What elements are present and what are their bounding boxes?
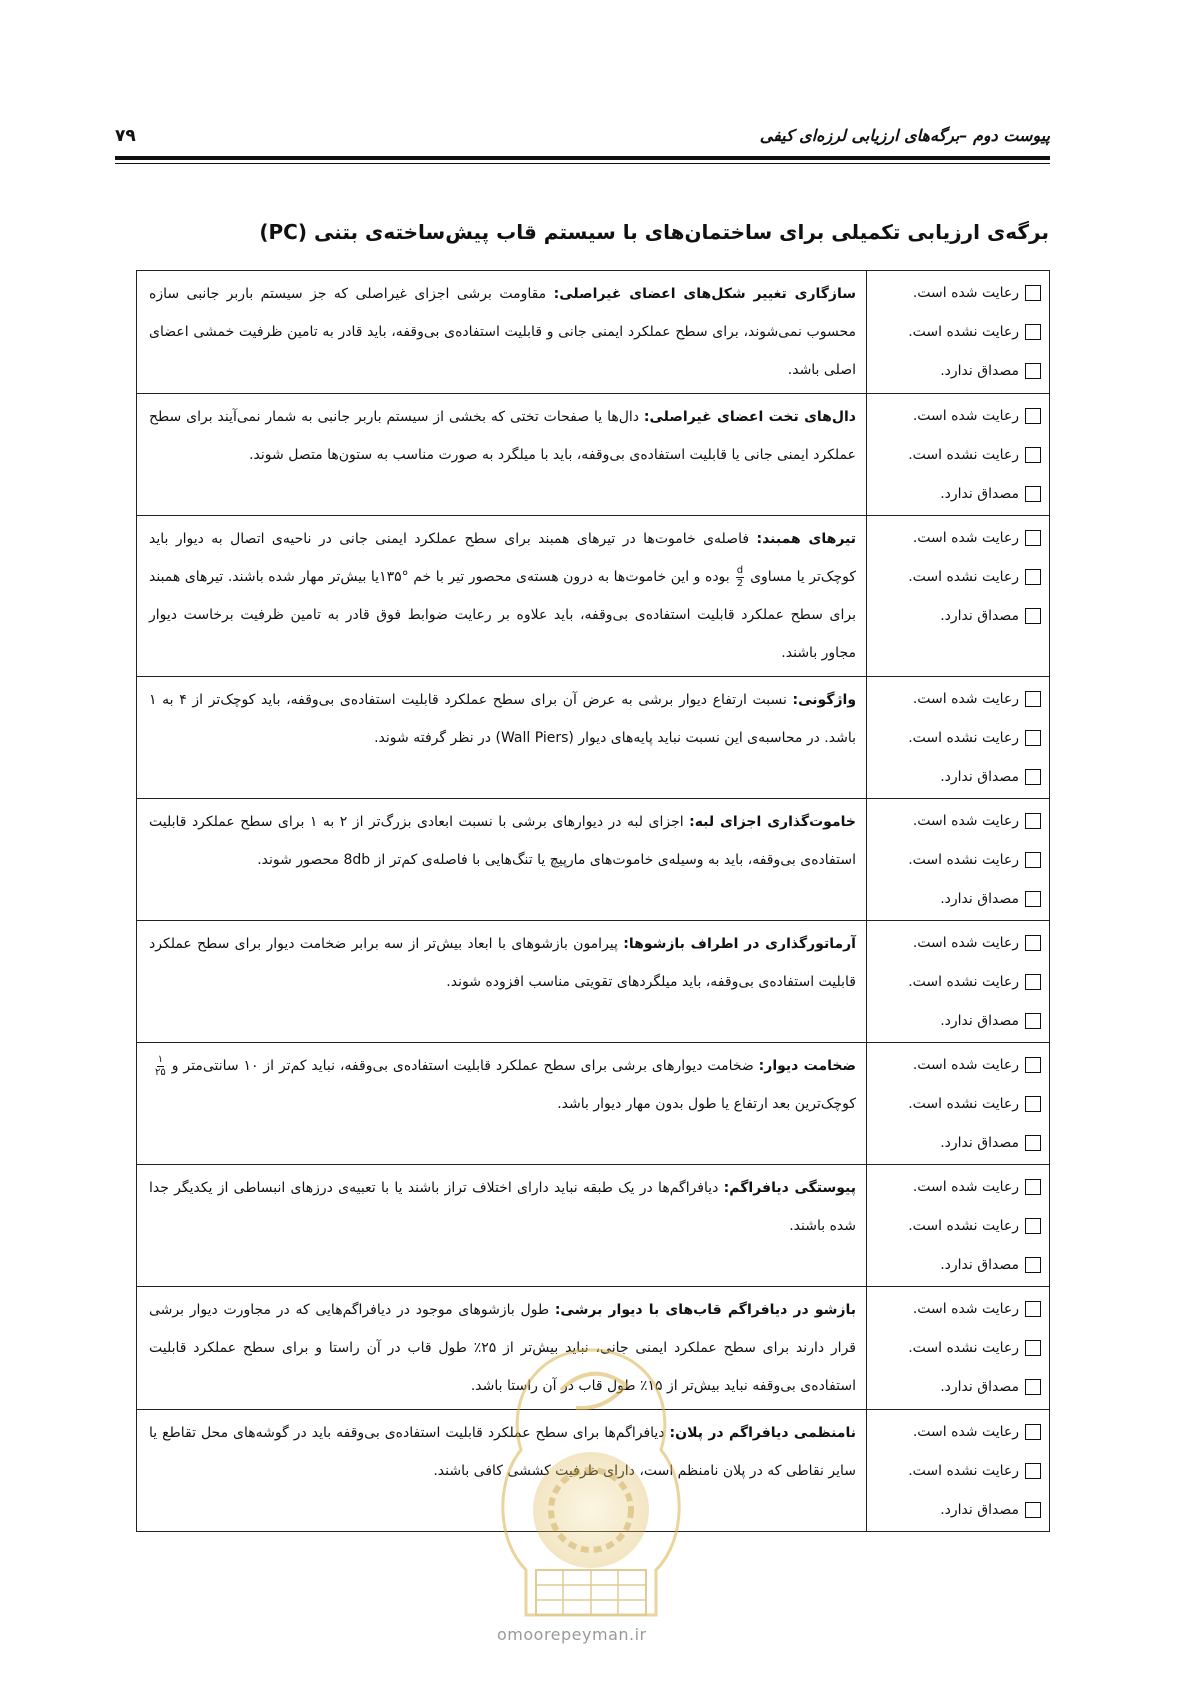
option-label: رعایت شده است. (912, 407, 1019, 424)
criterion-body: اجزای لبه در دیوارهای برشی با نسبت ابعادی بزرگ‌تر از ۲ به ۱ برای سطح عملکرد قابلیت استفاده‌ی بی‌وقفه، باید به وسیله‌ی خاموت‌های مارپیچ یا تنگ‌هایی با فاصله‌ی کم‌تر از 8db محصور شوند. (149, 814, 856, 868)
option-label: رعایت نشده است. (908, 973, 1019, 990)
option-not-applicable[interactable] (871, 596, 1041, 635)
option-label: مصداق ندارد. (940, 1012, 1019, 1029)
criterion-term: نامنظمی دیافراگم در پلان: (669, 1425, 856, 1441)
option-label: مصداق ندارد. (940, 607, 1019, 624)
checkbox[interactable] (1025, 852, 1041, 868)
option-complied[interactable] (871, 273, 1041, 312)
option-label: رعایت شده است. (912, 284, 1019, 301)
option-not-applicable[interactable] (871, 757, 1041, 796)
checklist-row (137, 1043, 1050, 1165)
checkbox[interactable] (1025, 1301, 1041, 1317)
option-label: رعایت نشده است. (908, 851, 1019, 868)
criterion-text (137, 516, 867, 677)
option-complied[interactable] (871, 801, 1041, 840)
option-complied[interactable] (871, 518, 1041, 557)
checkbox[interactable] (1025, 935, 1041, 951)
option-not-applicable[interactable] (871, 351, 1041, 390)
status-cell (867, 677, 1050, 799)
criterion-text (137, 1165, 867, 1287)
option-label: مصداق ندارد. (940, 890, 1019, 907)
watermark-logo (466, 1330, 716, 1650)
option-not-complied[interactable] (871, 1451, 1041, 1490)
checkbox[interactable] (1025, 813, 1041, 829)
option-label: رعایت شده است. (912, 1423, 1019, 1440)
checkbox[interactable] (1025, 974, 1041, 990)
criterion-body: دیافراگم‌ها در یک طبقه نباید دارای اختلاف تراز باشند یا با تعبیه‌ی درزهای انبساطی از یکدیگر جدا شده باشند. (149, 1180, 856, 1234)
criterion-text (137, 921, 867, 1043)
option-not-complied[interactable] (871, 557, 1041, 596)
checklist-row (137, 921, 1050, 1043)
option-label: رعایت شده است. (912, 934, 1019, 951)
criterion-body-continued: بوده و این خاموت‌ها به درون هسته‌ی محصور تیر با خم °۱۳۵یا بیش‌تر مهار شده باشند. تیرهای همبند برای سطح عملکرد قابلیت استفاده‌ی بی‌وقفه، باید علاوه بر رعایت ضوابط فوق قادر به تامین ظرفیت برخاست دیوار مجاور باشند. (149, 569, 856, 661)
criterion-body: دیافراگم‌ها برای سطح عملکرد قابلیت استفاده‌ی بی‌وقفه باید در گوشه‌های محل تقاطع یا سایر نقاطی که در پلان نامنظم است، دارای ظرفیت کششی کافی باشند. (149, 1425, 856, 1479)
checkbox[interactable] (1025, 1379, 1041, 1395)
page-header (115, 126, 1050, 154)
option-not-complied[interactable] (871, 312, 1041, 351)
option-complied[interactable] (871, 1045, 1041, 1084)
option-label: رعایت نشده است. (908, 1462, 1019, 1479)
option-label: رعایت نشده است. (908, 1095, 1019, 1112)
checkbox[interactable] (1025, 891, 1041, 907)
status-cell (867, 1410, 1050, 1532)
option-not-applicable[interactable] (871, 1245, 1041, 1284)
checkbox[interactable] (1025, 285, 1041, 301)
option-label: رعایت نشده است. (908, 568, 1019, 585)
watermark-site: omoorepeyman.ir (497, 1625, 647, 1644)
option-label: رعایت نشده است. (908, 323, 1019, 340)
checklist-row (137, 677, 1050, 799)
status-cell (867, 394, 1050, 516)
option-label: مصداق ندارد. (940, 1134, 1019, 1151)
criterion-term: سازگاری تغییر شکل‌های اعضای غیراصلی: (553, 286, 857, 302)
document-title: برگه‌ی ارزیابی تکمیلی برای ساختمان‌های با سیستم قاب پیش‌ساخته‌ی بتنی (PC) (259, 220, 1049, 244)
header-title: پیوست دوم –برگه‌های ارزیابی لرزه‌ای کیفی (759, 126, 1050, 145)
checkbox[interactable] (1025, 1218, 1041, 1234)
option-not-applicable[interactable] (871, 1123, 1041, 1162)
criterion-text (137, 394, 867, 516)
checkbox[interactable] (1025, 408, 1041, 424)
option-complied[interactable] (871, 1289, 1041, 1328)
status-cell (867, 799, 1050, 921)
checkbox[interactable] (1025, 1502, 1041, 1518)
criterion-body: نسبت ارتفاع دیوار برشی به عرض آن برای سطح عملکرد قابلیت استفاده‌ی بی‌وقفه، باید کوچک‌تر از ۴ به ۱ باشد. در محاسبه‌ی این نسبت نباید پایه‌های دیوار (Wall Piers) در نظر گرفته شوند. (149, 692, 856, 746)
checkbox[interactable] (1025, 1463, 1041, 1479)
criterion-body: ضخامت دیوارهای برشی برای سطح عملکرد قابلیت استفاده‌ی بی‌وقفه، نباید کم‌تر از ۱۰ سانتی‌متر و (171, 1058, 754, 1074)
status-cell (867, 921, 1050, 1043)
checkbox[interactable] (1025, 691, 1041, 707)
checkbox[interactable] (1025, 608, 1041, 624)
checkbox[interactable] (1025, 324, 1041, 340)
option-not-applicable[interactable] (871, 474, 1041, 513)
checkbox[interactable] (1025, 569, 1041, 585)
status-cell (867, 516, 1050, 677)
option-label: رعایت شده است. (912, 1300, 1019, 1317)
option-not-complied[interactable] (871, 840, 1041, 879)
checkbox[interactable] (1025, 363, 1041, 379)
checkbox[interactable] (1025, 447, 1041, 463)
criterion-term: پیوستگی دیافراگم: (723, 1180, 856, 1196)
option-label: رعایت شده است. (912, 812, 1019, 829)
criterion-term: ضخامت دیوار: (758, 1058, 856, 1074)
checkbox[interactable] (1025, 1179, 1041, 1195)
criterion-body: دال‌ها یا صفحات تختی که بخشی از سیستم باربر جانبی به شمار نمی‌آیند برای سطح عملکرد ایمنی جانی یا قابلیت استفاده‌ی بی‌وقفه، باید با میلگرد به صورت مناسب به ستون‌ها متصل شوند. (149, 409, 856, 463)
option-label: مصداق ندارد. (940, 1256, 1019, 1273)
fraction-numerator: ۱ (157, 1053, 164, 1065)
criterion-term: تیرهای همبند: (756, 531, 857, 547)
criterion-body: پیرامون بازشوهای با ابعاد بیش‌تر از سه برابر ضخامت دیوار برای سطح عملکرد قابلیت استفاده‌ی بی‌وقفه، باید میلگردهای تقویتی مناسب افزوده شوند. (149, 936, 856, 990)
option-label: رعایت نشده است. (908, 729, 1019, 746)
checkbox[interactable] (1025, 1340, 1041, 1356)
option-label: مصداق ندارد. (940, 362, 1019, 379)
option-complied[interactable] (871, 1167, 1041, 1206)
option-label: رعایت شده است. (912, 529, 1019, 546)
criterion-body-continued: کوچک‌ترین بعد ارتفاع یا طول بدون مهار دیوار باشد. (557, 1096, 856, 1112)
checkbox[interactable] (1025, 1257, 1041, 1273)
checklist-row (137, 516, 1050, 677)
option-label: رعایت شده است. (912, 690, 1019, 707)
option-label: مصداق ندارد. (940, 768, 1019, 785)
fraction (736, 565, 744, 590)
option-label: رعایت نشده است. (908, 1217, 1019, 1234)
option-not-complied[interactable] (871, 435, 1041, 474)
criterion-body: طول بازشوهای موجود در دیافراگم‌هایی که در مجاورت دیوار برشی قرار دارند برای سطح عملکرد ایمنی جانی، نباید بیش‌تر از ۲۵٪ طول قاب در آن راستا و برای سطح عملکرد قابلیت استفاده‌ی بی‌وقفه نباید بیش‌تر از ۱۵٪ طول قاب در آن راستا باشد. (149, 1302, 856, 1394)
option-not-complied[interactable] (871, 1328, 1041, 1367)
option-label: رعایت نشده است. (908, 1339, 1019, 1356)
checklist-row (137, 1165, 1050, 1287)
header-rule-thick (115, 156, 1050, 160)
fraction-denominator: 2 (736, 577, 744, 589)
status-cell (867, 1043, 1050, 1165)
option-label: مصداق ندارد. (940, 1501, 1019, 1518)
header-rule-thin (115, 163, 1050, 164)
option-complied[interactable] (871, 396, 1041, 435)
option-label: رعایت شده است. (912, 1056, 1019, 1073)
checkbox[interactable] (1025, 1135, 1041, 1151)
fraction-denominator: ۲۵ (155, 1066, 166, 1078)
fraction-numerator: d (736, 564, 744, 576)
option-not-applicable[interactable] (871, 1367, 1041, 1406)
criterion-text (137, 677, 867, 799)
criterion-body: فاصله‌ی خاموت‌ها در تیرهای همبند برای سطح عملکرد ایمنی جانی در ناحیه‌ی اتصال به دیوار باید کوچک‌تر یا مساوی (149, 531, 856, 585)
checklist-row (137, 799, 1050, 921)
option-complied[interactable] (871, 1412, 1041, 1451)
criterion-text (137, 799, 867, 921)
option-not-applicable[interactable] (871, 1490, 1041, 1529)
criterion-text (137, 1043, 867, 1165)
checkbox[interactable] (1025, 1013, 1041, 1029)
status-cell (867, 271, 1050, 394)
checklist-row (137, 271, 1050, 394)
criterion-term: آرماتورگذاری در اطراف بازشوها: (623, 936, 856, 952)
option-label: مصداق ندارد. (940, 485, 1019, 502)
checkbox[interactable] (1025, 530, 1041, 546)
criterion-term: بازشو در دیافراگم قاب‌های با دیوار برشی: (554, 1302, 856, 1318)
status-cell (867, 1165, 1050, 1287)
option-not-applicable[interactable] (871, 879, 1041, 918)
option-not-complied[interactable] (871, 1084, 1041, 1123)
checkbox[interactable] (1025, 1057, 1041, 1073)
criterion-term: دال‌های تخت اعضای غیراصلی: (643, 409, 856, 425)
status-cell (867, 1287, 1050, 1410)
criterion-body: مقاومت برشی اجزای غیراصلی که جز سیستم باربر جانبی سازه محسوب نمی‌شوند، برای سطح عملکرد ایمنی جانی و قابلیت استفاده‌ی بی‌وقفه، باید قادر به تامین ظرفیت خمشی اعضای اصلی باشد. (149, 286, 856, 378)
option-not-applicable[interactable] (871, 1001, 1041, 1040)
option-label: رعایت شده است. (912, 1178, 1019, 1195)
option-complied[interactable] (871, 679, 1041, 718)
checkbox[interactable] (1025, 1096, 1041, 1112)
criterion-term: واژگونی: (792, 692, 857, 708)
page-number: ۷۹ (115, 126, 136, 146)
option-label: مصداق ندارد. (940, 1378, 1019, 1395)
option-not-complied[interactable] (871, 718, 1041, 757)
checkbox[interactable] (1025, 486, 1041, 502)
criterion-text (137, 271, 867, 394)
fraction (155, 1054, 166, 1079)
checkbox[interactable] (1025, 730, 1041, 746)
criterion-term: خاموت‌گذاری اجزای لبه: (689, 814, 856, 830)
option-not-complied[interactable] (871, 1206, 1041, 1245)
option-complied[interactable] (871, 923, 1041, 962)
option-not-complied[interactable] (871, 962, 1041, 1001)
checkbox[interactable] (1025, 1424, 1041, 1440)
option-label: رعایت نشده است. (908, 446, 1019, 463)
checkbox[interactable] (1025, 769, 1041, 785)
checklist-row (137, 394, 1050, 516)
